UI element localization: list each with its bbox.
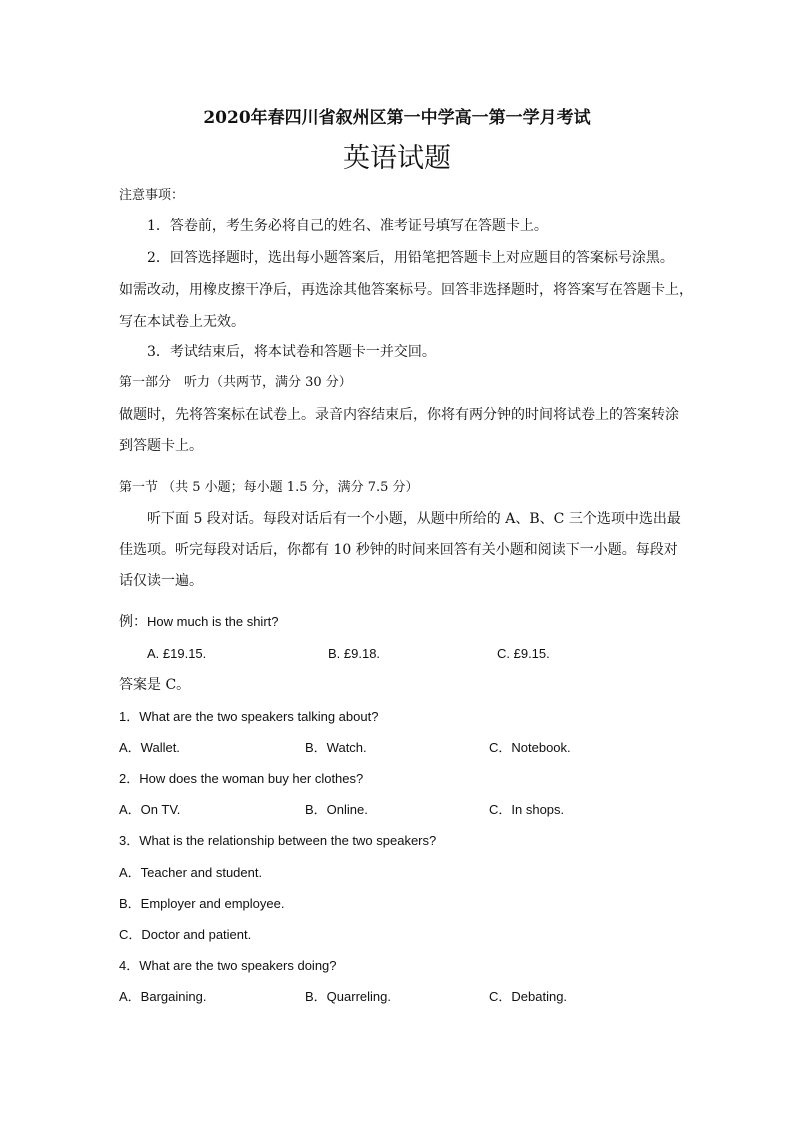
- notice-item-2-line-3: 写在本试卷上无效。: [119, 314, 245, 330]
- exam-subtitle: 英语试题: [343, 143, 451, 174]
- question-1-option-b: B．Watch.: [305, 740, 367, 755]
- question-1-option-a: A．Wallet.: [119, 740, 180, 755]
- part1-heading: 第一部分 听力（共两节，满分 30 分）: [119, 375, 352, 390]
- question-2-option-b: B．Online.: [305, 802, 368, 817]
- example-question-line: [119, 613, 279, 631]
- notice-item-3: 3．考试结束后，将本试卷和答题卡一并交回。: [147, 344, 436, 360]
- example-option-b: B. £9.18.: [328, 646, 381, 661]
- notice-item-2-line-1: 2．回答选择题时，选出每小题答案后，用铅笔把答题卡上对应题目的答案标号涂黑。: [147, 250, 674, 266]
- notice-item-2-line-2: 如需改动，用橡皮擦干净后，再选涂其他答案标号。回答非选择题时，将答案写在答题卡上，: [119, 282, 693, 298]
- exam-title: 2020年春四川省叙州区第一中学高一第一学月考试: [203, 108, 591, 128]
- question-1-option-c: C．Notebook.: [489, 740, 571, 755]
- section1-desc-line-3: 话仅读一遍。: [119, 573, 203, 589]
- notice-item-1: 1．答卷前，考生务必将自己的姓名、准考证号填写在答题卡上。: [147, 218, 548, 234]
- part1-desc-line-2: 到答题卡上。: [119, 438, 203, 454]
- question-3-option-a: A．Teacher and student.: [119, 865, 263, 880]
- question-4: 4．What are the two speakers doing?: [119, 958, 337, 973]
- question-2: 2．How does the woman buy her clothes?: [119, 771, 364, 786]
- question-2-option-a: A．On TV.: [119, 802, 181, 817]
- section1-desc-line-2: 佳选项。听完每段对话后，你都有 10 秒钟的时间来回答有关小题和阅读下一小题。每段对: [119, 542, 678, 558]
- question-4-option-c: C．Debating.: [489, 989, 568, 1004]
- example-answer: 答案是 C。: [119, 677, 191, 693]
- section1-heading: 第一节 （共 5 小题；每小题 1.5 分，满分 7.5 分）: [119, 480, 419, 495]
- question-4-option-b: B．Quarreling.: [305, 989, 391, 1004]
- example-label: 例：: [119, 614, 147, 630]
- question-1: 1．What are the two speakers talking about?: [119, 709, 379, 724]
- question-3-option-c: C．Doctor and patient.: [119, 927, 252, 942]
- part1-desc-line-1: 做题时，先将答案标在试卷上。录音内容结束后，你将有两分钟的时间将试卷上的答案转涂: [119, 407, 679, 423]
- question-3-option-b: B．Employer and employee.: [119, 896, 285, 911]
- question-3: 3．What is the relationship between the two speakers?: [119, 833, 437, 848]
- question-2-option-c: C．In shops.: [489, 802, 565, 817]
- notice-label: 注意事项：: [119, 188, 185, 203]
- example-option-a: A. £19.15.: [147, 646, 207, 661]
- example-option-c: C. £9.15.: [497, 646, 550, 661]
- section1-desc-line-1: 听下面 5 段对话。每段对话后有一个小题，从题中所给的 A、B、C 三个选项中选出最: [147, 511, 681, 527]
- example-question: How much is the shirt?: [147, 614, 279, 629]
- question-4-option-a: A．Bargaining.: [119, 989, 207, 1004]
